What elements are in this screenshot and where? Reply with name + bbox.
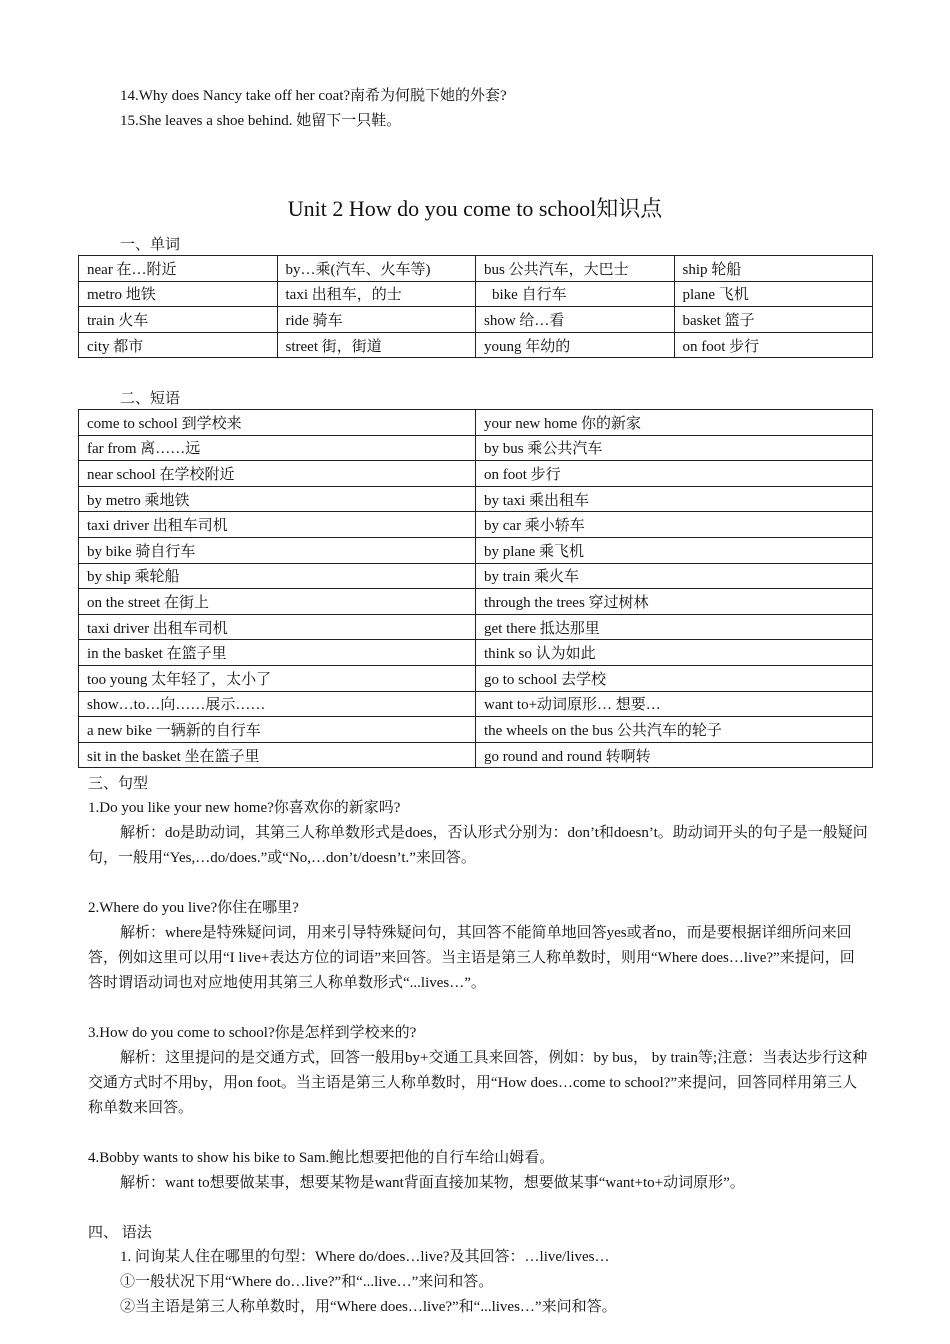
table-row (79, 332, 873, 358)
sentence-3-question: 3.How do you come to school?你是怎样到学校来的? (88, 1025, 417, 1041)
table-cell: plane 飞机 (674, 281, 873, 307)
table-cell: show…to…向……展示…… (79, 691, 476, 717)
words-table (78, 255, 873, 358)
table-cell: sit in the basket 坐在篮子里 (79, 742, 476, 768)
table-cell: bus 公共汽车，大巴士 (476, 256, 675, 282)
table-row (79, 256, 873, 282)
table-cell: bike 自行车 (476, 281, 675, 307)
table-row (79, 435, 873, 461)
sentence-1-question: 1.Do you like your new home?你喜欢你的新家吗? (88, 800, 401, 816)
table-cell: taxi driver 出租车司机 (79, 614, 476, 640)
table-cell: taxi driver 出租车司机 (79, 512, 476, 538)
table-row (79, 665, 873, 691)
table-cell: by bike 骑自行车 (79, 537, 476, 563)
sentence-4-question: 4.Bobby wants to show his bike to Sam.鲍比想要把他的自行车给山姆看。 (88, 1150, 555, 1166)
table-cell: go to school 去学校 (476, 665, 873, 691)
table-cell: near 在…附近 (79, 256, 278, 282)
table-cell: go round and round 转啊转 (476, 742, 873, 768)
table-row (79, 281, 873, 307)
top-line-14: 14.Why does Nancy take off her coat?南希为何脱下她的外套? (120, 88, 507, 104)
section-grammar-heading: 四、 语法 (88, 1225, 152, 1241)
table-row (79, 410, 873, 436)
table-cell: a new bike 一辆新的自行车 (79, 717, 476, 743)
sentence-1-analysis: 解析：do是助动词，其第三人称单数形式是does，否认形式分别为：don’t和doesn’t。助动词开头的句子是一般疑问句，一般用“Yes,…do/does.”或“No,…don’t/doesn’t.”来回答。 (88, 825, 868, 866)
sentence-3-analysis: 解析：这里提问的是交通方式，回答一般用by+交通工具来回答，例如：by bus， by train等;注意：当表达步行这种交通方式时不用by，用on foot。当主语是第三人称单数时，用“How does…come to school?”来提问，回答同样用第三人称单数来回答。 (88, 1050, 868, 1116)
table-cell: think so 认为如此 (476, 640, 873, 666)
table-cell: by…乘(汽车、火车等) (277, 256, 476, 282)
table-cell: taxi 出租车，的士 (277, 281, 476, 307)
table-row (79, 537, 873, 563)
table-cell: by taxi 乘出租车 (476, 486, 873, 512)
phrases-table (78, 409, 873, 768)
table-row (79, 742, 873, 768)
sentence-2-analysis: 解析：where是特殊疑问词，用来引导特殊疑问句，其回答不能简单地回答yes或者no，而是要根据详细所问来回答，例如这里可以用“I live+表达方位的词语”来回答。当主语是第三人称单数时，则用“Where does…live?”来提问，回答时谓语动词也对应地使用其第三人称单数形式“...lives…”。 (88, 925, 855, 991)
sentence-2-question: 2.Where do you live?你住在哪里? (88, 900, 299, 916)
table-cell: come to school 到学校来 (79, 410, 476, 436)
table-cell: by metro 乘地铁 (79, 486, 476, 512)
table-row (79, 486, 873, 512)
table-cell: near school 在学校附近 (79, 461, 476, 487)
table-cell: basket 篮子 (674, 307, 873, 333)
table-cell: street 街，街道 (277, 332, 476, 358)
table-cell: by bus 乘公共汽车 (476, 435, 873, 461)
section-sentences-heading: 三、句型 (88, 776, 149, 792)
table-cell: by train 乘火车 (476, 563, 873, 589)
table-cell: in the basket 在篮子里 (79, 640, 476, 666)
table-row (79, 563, 873, 589)
section-phrases-heading: 二、短语 (120, 391, 181, 407)
table-row (79, 640, 873, 666)
grammar-line-2: ①一般状况下用“Where do…live?”和“...live…”来问和答。 (120, 1274, 494, 1290)
table-cell: far from 离……远 (79, 435, 476, 461)
table-cell: train 火车 (79, 307, 278, 333)
table-cell: by car 乘小轿车 (476, 512, 873, 538)
table-cell: by plane 乘飞机 (476, 537, 873, 563)
sentence-4-analysis: 解析：want to想要做某事，想要某物是want背面直接加某物，想要做某事“want+to+动词原形”。 (120, 1175, 745, 1191)
table-row (79, 307, 873, 333)
table-row (79, 691, 873, 717)
table-row (79, 614, 873, 640)
top-line-15: 15.She leaves a shoe behind. 她留下一只鞋。 (120, 113, 402, 129)
table-cell: show 给…看 (476, 307, 675, 333)
table-cell: want to+动词原形… 想要… (476, 691, 873, 717)
table-cell: on foot 步行 (674, 332, 873, 358)
section-words-heading: 一、单词 (120, 237, 181, 253)
table-cell: on foot 步行 (476, 461, 873, 487)
table-row (79, 717, 873, 743)
table-cell: on the street 在街上 (79, 589, 476, 615)
table-cell: through the trees 穿过树林 (476, 589, 873, 615)
table-cell: too young 太年轻了，太小了 (79, 665, 476, 691)
table-row (79, 589, 873, 615)
page-title: Unit 2 How do you come to school知识点 (287, 196, 663, 221)
table-cell: your new home 你的新家 (476, 410, 873, 436)
table-cell: get there 抵达那里 (476, 614, 873, 640)
table-cell: metro 地铁 (79, 281, 278, 307)
table-cell: by ship 乘轮船 (79, 563, 476, 589)
table-cell: ride 骑车 (277, 307, 476, 333)
grammar-line-1: 1. 问询某人住在哪里的句型：Where do/does…live?及其回答：…live/lives… (120, 1249, 610, 1265)
table-row (79, 512, 873, 538)
table-cell: ship 轮船 (674, 256, 873, 282)
table-cell: city 都市 (79, 332, 278, 358)
table-cell: the wheels on the bus 公共汽车的轮子 (476, 717, 873, 743)
table-row (79, 461, 873, 487)
grammar-line-3: ②当主语是第三人称单数时，用“Where does…live?”和“...lives…”来问和答。 (120, 1299, 617, 1315)
table-cell: young 年幼的 (476, 332, 675, 358)
